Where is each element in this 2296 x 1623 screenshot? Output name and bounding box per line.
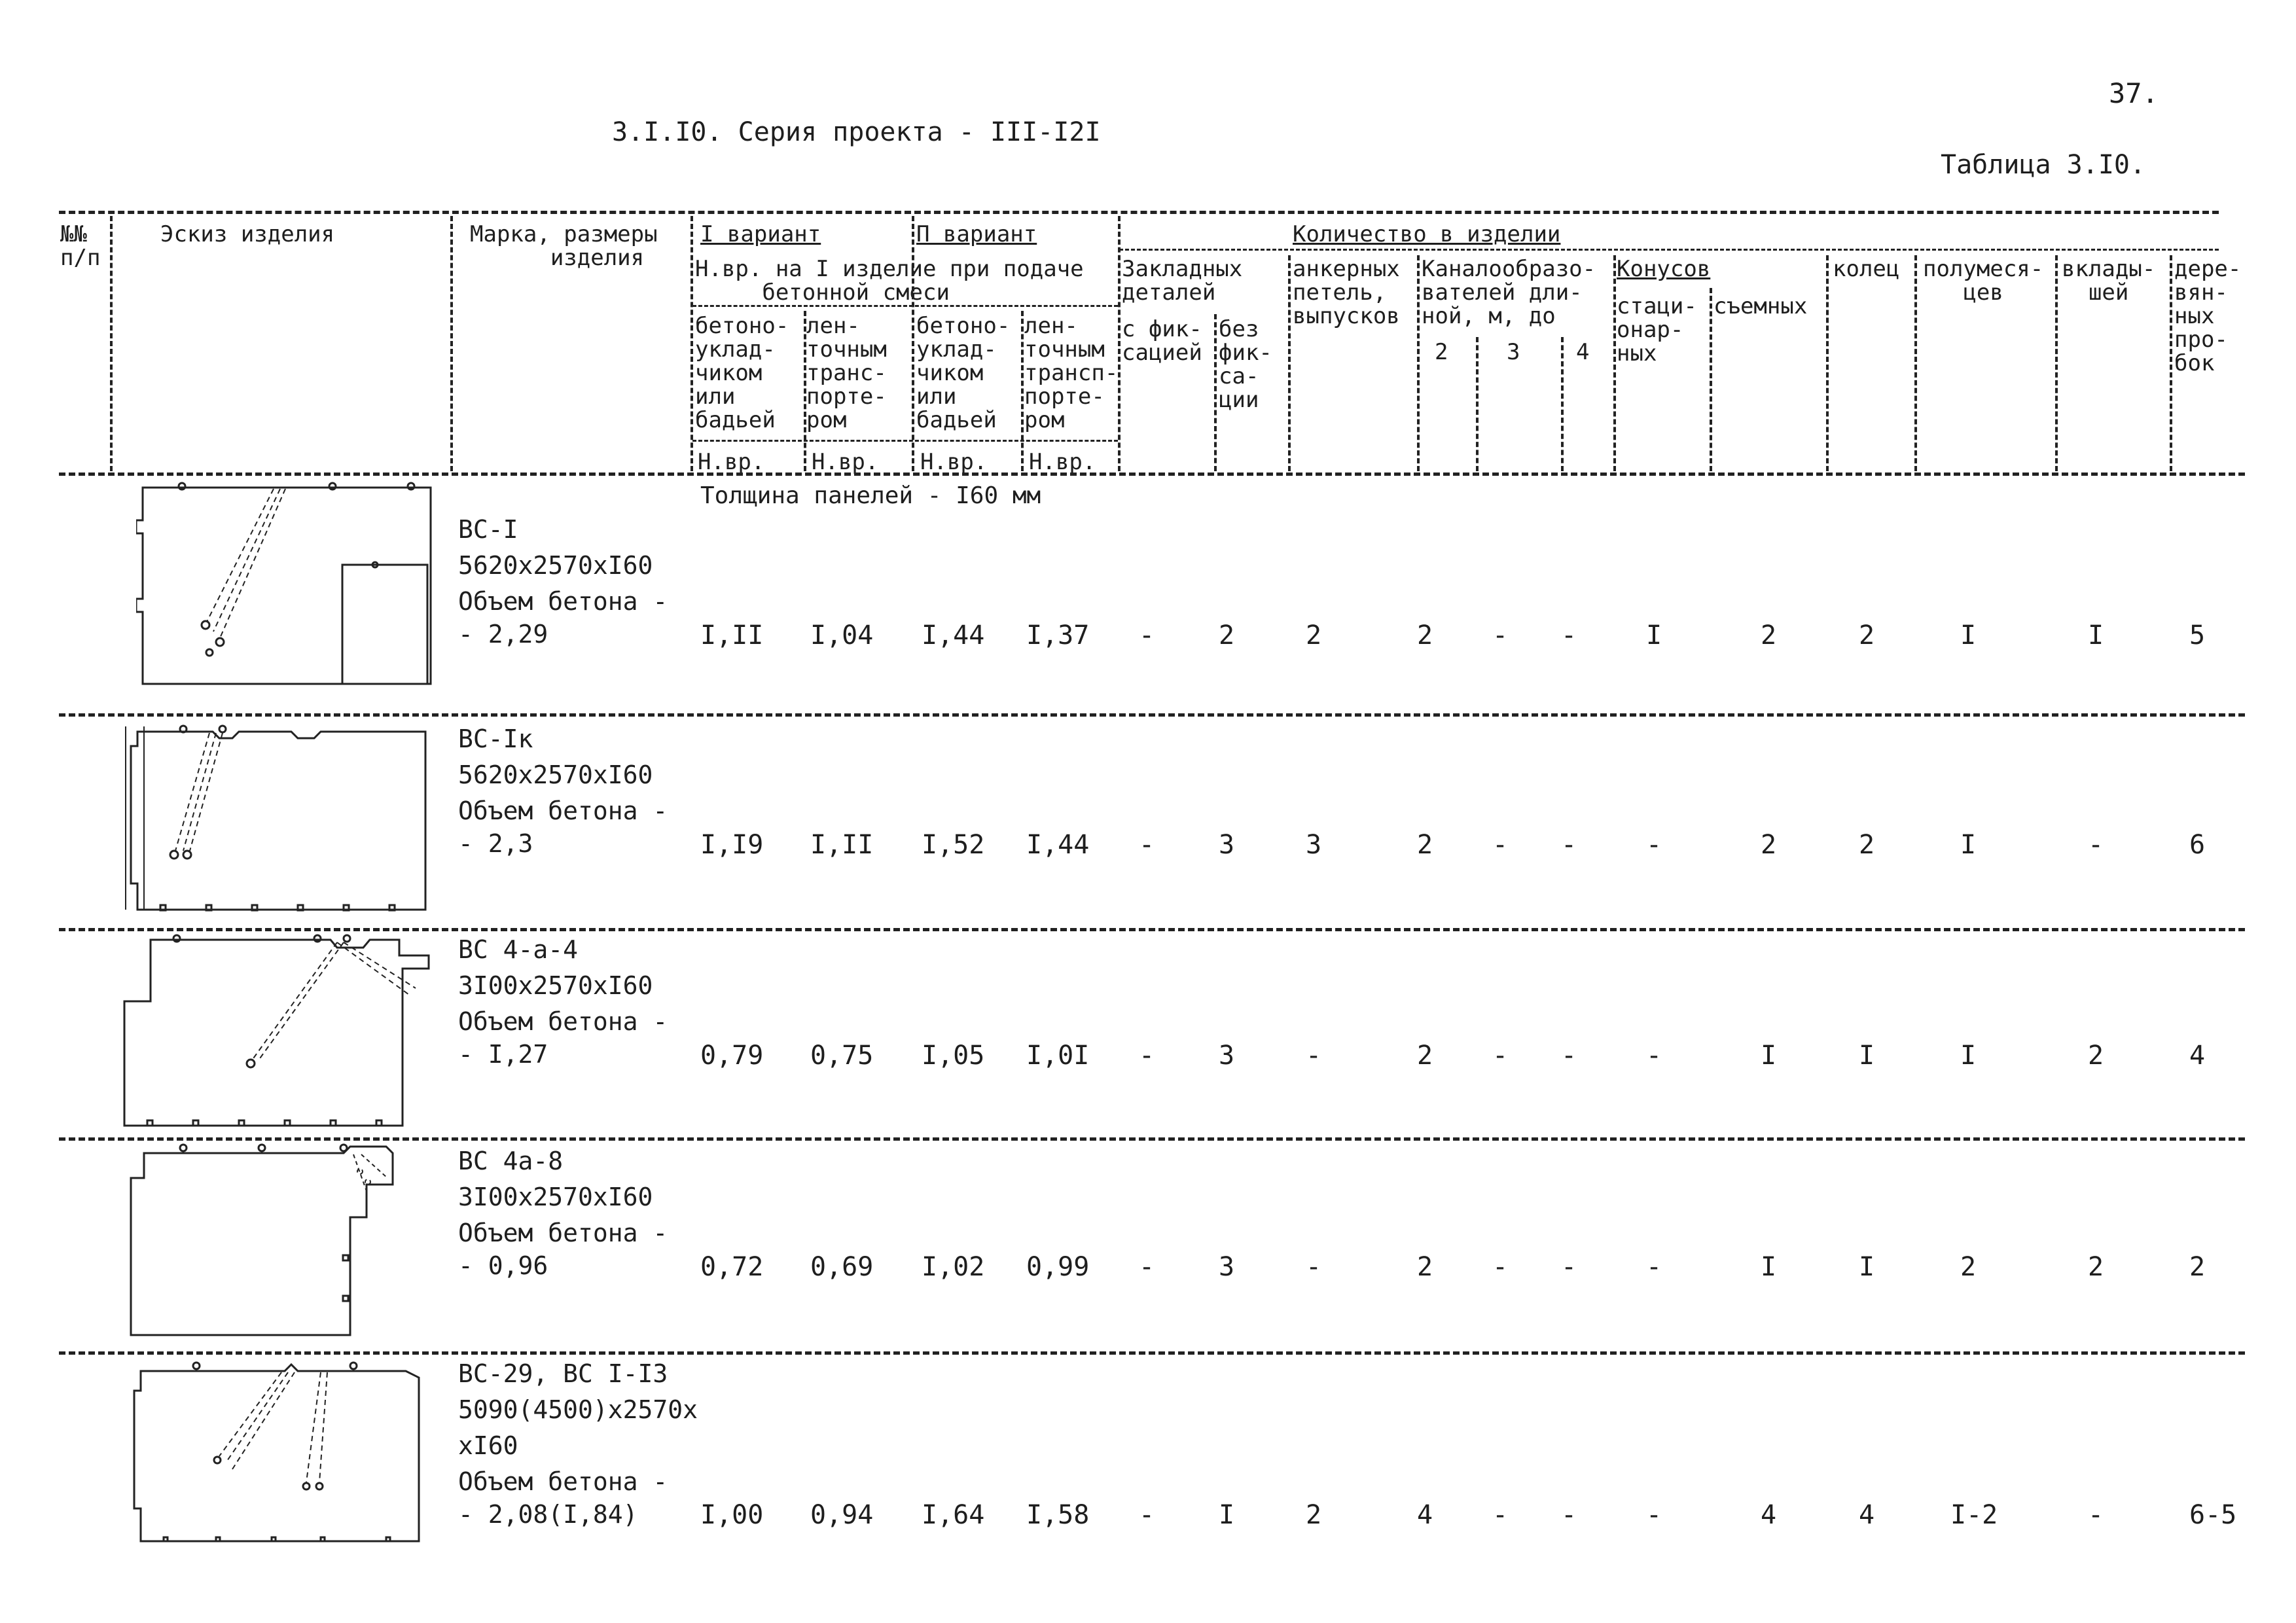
table-label: Таблица 3.I0. — [1941, 150, 2146, 180]
cell-halfmoons: I — [1960, 1041, 1977, 1071]
header-rings: колец — [1833, 256, 1900, 282]
section-title: 3.I.I0. Серия проекта - III-I2I — [612, 117, 1101, 147]
header-col-sep — [912, 216, 914, 471]
cell-emb-nofix: 3 — [1219, 1041, 1235, 1071]
header-ch-2: 2 — [1435, 339, 1448, 365]
cell-rings: I — [1859, 1252, 1875, 1282]
cell-hvr-2: 0,75 — [810, 1041, 874, 1071]
cell-ch-4: - — [1561, 1252, 1577, 1282]
cell-plugs: 4 — [2189, 1041, 2206, 1071]
cell-ch-2: 2 — [1417, 1041, 1433, 1071]
cell-anchor: - — [1306, 1252, 1322, 1282]
row-volume-label: Объем бетона - — [458, 587, 668, 616]
header-sketch: Эскиз изделия — [160, 221, 335, 247]
header-col-sep — [1914, 255, 1917, 471]
row-volume: - 2,3 — [458, 829, 533, 858]
header-unit-rule — [692, 440, 1118, 442]
page-number: 37. — [2109, 77, 2159, 109]
cell-cones-stat: - — [1646, 1500, 1662, 1530]
cell-anchor: - — [1306, 1041, 1322, 1071]
header-ch-3: 3 — [1507, 339, 1520, 365]
cell-cones-stat: - — [1646, 830, 1662, 860]
cell-hvr-3: I,52 — [922, 830, 985, 860]
row-volume: - 0,96 — [458, 1251, 548, 1280]
cell-inserts: 2 — [2088, 1041, 2104, 1071]
row-mark: ВС 4а-8 — [458, 1147, 564, 1175]
panel-sketch — [124, 1358, 425, 1548]
cell-hvr-4: I,0I — [1026, 1041, 1090, 1071]
header-col-sep — [1710, 288, 1712, 471]
cell-hvr-1: 0,79 — [700, 1041, 764, 1071]
cell-ch-3: - — [1492, 1500, 1509, 1530]
header-labor-rule — [692, 305, 1118, 307]
header-col-sep — [1561, 337, 1564, 471]
header-quantity: Количество в изделии — [1293, 221, 1561, 247]
row-mark: ВС-29, ВС I-I3 — [458, 1359, 668, 1388]
row-separator — [59, 1351, 2245, 1355]
header-emb-nofix: без фик- са- ции — [1219, 316, 1272, 413]
cell-hvr-1: I,00 — [700, 1500, 764, 1530]
cell-hvr-2: I,04 — [810, 620, 874, 651]
header-anchor: анкерных петель, выпусков — [1293, 256, 1400, 329]
cell-anchor: 2 — [1306, 620, 1322, 651]
header-inserts: вклады- шей — [2062, 256, 2156, 306]
row-volume-label: Объем бетона - — [458, 1219, 668, 1247]
header-cones-stat: стаци- онар- ных — [1617, 293, 1697, 366]
header-channels: Каналообразо- вателей дли- ной, м, до — [1422, 256, 1596, 329]
header-mark: Марка, размеры изделия — [470, 221, 658, 271]
header-col-sep — [2170, 255, 2172, 471]
row-volume: - 2,29 — [458, 620, 548, 649]
cell-inserts: - — [2088, 830, 2104, 860]
cell-cones-rem: 4 — [1761, 1500, 1777, 1530]
cell-emb-nofix: 3 — [1219, 830, 1235, 860]
header-col-lent1: лен- точным транс- порте- ром — [806, 313, 887, 433]
row-dims: 5620х2570хI60 — [458, 551, 653, 580]
cell-inserts: - — [2088, 1500, 2104, 1530]
cell-plugs: 5 — [2189, 620, 2206, 651]
row-dims: 3I00х2570хI60 — [458, 971, 653, 1000]
header-col-sep — [804, 311, 806, 471]
cell-hvr-3: I,64 — [922, 1500, 985, 1530]
row-volume: - 2,08(I,84) — [458, 1500, 638, 1529]
header-embedded: Закладных деталей — [1122, 256, 1243, 306]
cell-emb-nofix: I — [1219, 1500, 1235, 1530]
cell-cones-rem: 2 — [1761, 620, 1777, 651]
cell-emb-fix: - — [1139, 1252, 1155, 1282]
header-ch-4: 4 — [1576, 339, 1590, 365]
cell-inserts: 2 — [2088, 1252, 2104, 1282]
cell-emb-fix: - — [1139, 1041, 1155, 1071]
cell-plugs: 6 — [2189, 830, 2206, 860]
cell-rings: 2 — [1859, 620, 1875, 651]
header-cones: Конусов — [1617, 256, 1711, 282]
cell-rings: 4 — [1859, 1500, 1875, 1530]
cell-plugs: 2 — [2189, 1252, 2206, 1282]
header-unit-3: Н.вр. — [920, 449, 988, 475]
header-cones-rem: съемных — [1713, 293, 1808, 319]
cell-hvr-2: 0,94 — [810, 1500, 874, 1530]
cell-hvr-3: I,02 — [922, 1252, 985, 1282]
header-col-sep — [1118, 216, 1121, 471]
cell-plugs: 6-5 — [2189, 1500, 2237, 1530]
header-num: №№ п/п — [60, 221, 101, 271]
cell-hvr-1: 0,72 — [700, 1252, 764, 1282]
header-col-lent2: лен- точным трансп- порте- ром — [1024, 313, 1119, 433]
header-unit-2: Н.вр. — [812, 449, 879, 475]
header-halfmoons: полумеся- цев — [1923, 256, 2044, 306]
panel-sketch — [136, 481, 437, 690]
cell-hvr-3: I,05 — [922, 1041, 985, 1071]
header-col-sep — [691, 216, 693, 471]
cell-inserts: I — [2088, 620, 2104, 651]
cell-ch-3: - — [1492, 830, 1509, 860]
cell-halfmoons: I-2 — [1950, 1500, 1998, 1530]
header-unit-1: Н.вр. — [698, 449, 765, 475]
header-top-rule — [59, 211, 2219, 214]
row-volume-label: Объем бетона - — [458, 1467, 668, 1496]
cell-ch-3: - — [1492, 1252, 1509, 1282]
cell-hvr-4: I,44 — [1026, 830, 1090, 860]
header-col-sep — [1417, 255, 1420, 471]
header-col-sep — [1613, 255, 1616, 471]
cell-hvr-2: I,II — [810, 830, 874, 860]
cell-cones-stat: - — [1646, 1252, 1662, 1282]
cell-halfmoons: 2 — [1960, 1252, 1977, 1282]
header-quantity-rule — [1119, 249, 2219, 251]
row-mark: ВС 4-а-4 — [458, 935, 579, 964]
cell-hvr-4: 0,99 — [1026, 1252, 1090, 1282]
thickness-note: Толщина панелей - I60 мм — [700, 482, 1041, 509]
cell-emb-nofix: 2 — [1219, 620, 1235, 651]
row-volume-label: Объем бетона - — [458, 1007, 668, 1036]
row-mark: ВС-Iк — [458, 724, 533, 753]
cell-emb-nofix: 3 — [1219, 1252, 1235, 1282]
row-dims-cont: хI60 — [458, 1431, 518, 1460]
cell-ch-3: - — [1492, 1041, 1509, 1071]
header-bottom-rule — [59, 473, 2245, 476]
panel-sketch — [124, 720, 432, 916]
header-col-sep — [110, 216, 113, 471]
header-col-sep — [2055, 255, 2058, 471]
header-col-sep — [450, 216, 453, 471]
cell-rings: 2 — [1859, 830, 1875, 860]
cell-cones-rem: 2 — [1761, 830, 1777, 860]
cell-hvr-3: I,44 — [922, 620, 985, 651]
row-dims: 5620х2570хI60 — [458, 760, 653, 789]
header-col-sep — [1476, 337, 1479, 471]
header-col-bet1: бетоно- уклад- чиком или бадьей — [695, 313, 789, 433]
cell-emb-fix: - — [1139, 1500, 1155, 1530]
cell-hvr-4: I,37 — [1026, 620, 1090, 651]
header-col-sep — [1214, 314, 1217, 471]
cell-ch-4: - — [1561, 1041, 1577, 1071]
header-variant2: П вариант — [916, 221, 1037, 247]
cell-ch-3: - — [1492, 620, 1509, 651]
cell-ch-2: 4 — [1417, 1500, 1433, 1530]
cell-ch-4: - — [1561, 830, 1577, 860]
header-col-sep — [1288, 255, 1291, 471]
cell-halfmoons: I — [1960, 620, 1977, 651]
header-unit-4: Н.вр. — [1029, 449, 1096, 475]
row-dims: 3I00х2570хI60 — [458, 1183, 653, 1211]
row-mark: ВС-I — [458, 515, 518, 544]
cell-hvr-1: I,I9 — [700, 830, 764, 860]
header-col-bet2: бетоно- уклад- чиком или бадьей — [916, 313, 1011, 433]
header-plugs: дере- вян- ных про- бок — [2174, 256, 2242, 376]
cell-hvr-4: I,58 — [1026, 1500, 1090, 1530]
cell-ch-2: 2 — [1417, 1252, 1433, 1282]
cell-anchor: 3 — [1306, 830, 1322, 860]
cell-halfmoons: I — [1960, 830, 1977, 860]
row-volume: - I,27 — [458, 1040, 548, 1069]
row-volume-label: Объем бетона - — [458, 796, 668, 825]
cell-emb-fix: - — [1139, 620, 1155, 651]
cell-cones-rem: I — [1761, 1252, 1777, 1282]
cell-cones-rem: I — [1761, 1041, 1777, 1071]
panel-sketch — [124, 1139, 406, 1342]
panel-sketch — [121, 929, 435, 1132]
cell-rings: I — [1859, 1041, 1875, 1071]
row-dims: 5090(4500)х2570х — [458, 1395, 698, 1424]
cell-emb-fix: - — [1139, 830, 1155, 860]
cell-hvr-1: I,II — [700, 620, 764, 651]
row-separator — [59, 713, 2245, 717]
cell-ch-2: 2 — [1417, 830, 1433, 860]
cell-cones-stat: - — [1646, 1041, 1662, 1071]
header-variant1: I вариант — [700, 221, 821, 247]
cell-hvr-2: 0,69 — [810, 1252, 874, 1282]
cell-anchor: 2 — [1306, 1500, 1322, 1530]
header-emb-fix: с фик- сацией — [1122, 316, 1202, 366]
cell-cones-stat: I — [1646, 620, 1662, 651]
header-col-sep — [1826, 255, 1829, 471]
cell-ch-2: 2 — [1417, 620, 1433, 651]
cell-ch-4: - — [1561, 1500, 1577, 1530]
header-col-sep — [1021, 311, 1024, 471]
cell-ch-4: - — [1561, 620, 1577, 651]
header-labor-caption: Н.вр. на I изделие при подаче бетонной смеси — [695, 256, 1084, 306]
